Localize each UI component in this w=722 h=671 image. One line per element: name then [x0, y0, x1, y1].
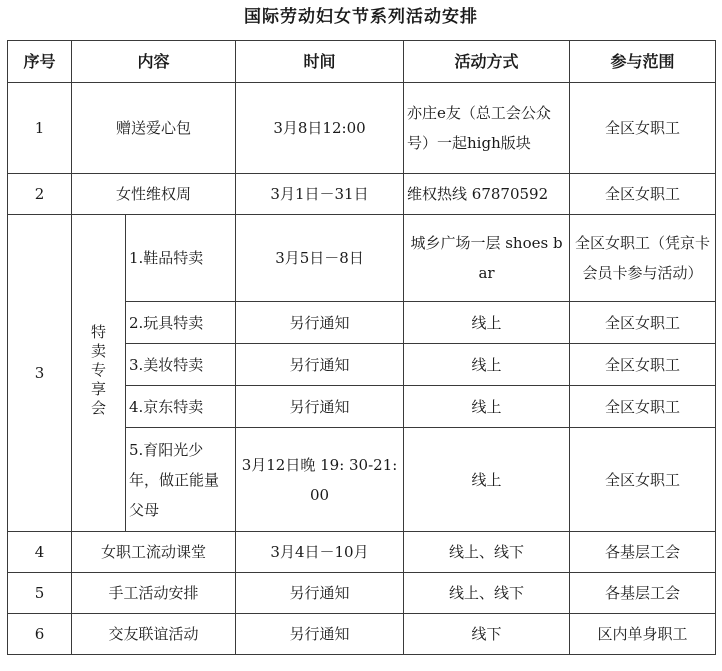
- sub-method: 线上: [404, 302, 570, 344]
- sub-time: 另行通知: [236, 302, 404, 344]
- row-time: 3月4日－10月: [236, 532, 404, 573]
- row-content: 手工活动安排: [72, 573, 236, 614]
- sub-time: 另行通知: [236, 386, 404, 428]
- row-content: 赠送爱心包: [72, 83, 236, 174]
- row-scope: 全区女职工: [570, 174, 716, 215]
- row-scope: 各基层工会: [570, 573, 716, 614]
- sub-time: 3月5日－8日: [236, 215, 404, 302]
- row-method: 线上、线下: [404, 532, 570, 573]
- row-no: 6: [8, 614, 72, 655]
- row-no: 5: [8, 573, 72, 614]
- row-content: 交友联谊活动: [72, 614, 236, 655]
- sub-scope: 全区女职工（凭京卡会员卡参与活动）: [570, 215, 716, 302]
- row-method: 线上、线下: [404, 573, 570, 614]
- activity-schedule-table: [7, 40, 716, 655]
- table-row: [8, 83, 716, 174]
- header-no: 序号: [8, 41, 72, 83]
- sub-content: 5.育阳光少年，做正能量父母: [126, 428, 236, 532]
- sub-scope: 全区女职工: [570, 428, 716, 532]
- row-method: 维权热线 67870592: [404, 174, 570, 215]
- sub-scope: 全区女职工: [570, 386, 716, 428]
- group-no: 3: [8, 215, 72, 532]
- row-scope: 区内单身职工: [570, 614, 716, 655]
- table-row: [8, 215, 716, 302]
- row-no: 1: [8, 83, 72, 174]
- sub-time: 3月12日晚 19: 30-21:00: [236, 428, 404, 532]
- sub-scope: 全区女职工: [570, 302, 716, 344]
- row-time: 3月1日－31日: [236, 174, 404, 215]
- group-label-cell: [72, 215, 126, 532]
- sub-content: 4.京东特卖: [126, 386, 236, 428]
- row-time: 3月8日12:00: [236, 83, 404, 174]
- table-row: [8, 573, 716, 614]
- row-time: 另行通知: [236, 573, 404, 614]
- sub-scope: 全区女职工: [570, 344, 716, 386]
- header-method: 活动方式: [404, 41, 570, 83]
- row-method: 线下: [404, 614, 570, 655]
- sub-content: 1.鞋品特卖: [126, 215, 236, 302]
- sub-content: 3.美妆特卖: [126, 344, 236, 386]
- row-content: 女性维权周: [72, 174, 236, 215]
- sub-method: 城乡广场一层 shoes bar: [404, 215, 570, 302]
- sub-content: 2.玩具特卖: [126, 302, 236, 344]
- header-scope: 参与范围: [570, 41, 716, 83]
- table-row: [8, 532, 716, 573]
- sub-method: 线上: [404, 386, 570, 428]
- row-scope: 各基层工会: [570, 532, 716, 573]
- sub-method: 线上: [404, 428, 570, 532]
- sub-time: 另行通知: [236, 344, 404, 386]
- row-content: 女职工流动课堂: [72, 532, 236, 573]
- row-time: 另行通知: [236, 614, 404, 655]
- header-content: 内容: [72, 41, 236, 83]
- table-header-row: [8, 41, 716, 83]
- row-method: 亦庄e友（总工会公众号）一起high版块: [404, 83, 570, 174]
- row-scope: 全区女职工: [570, 83, 716, 174]
- row-no: 4: [8, 532, 72, 573]
- document-title: 国际劳动妇女节系列活动安排: [244, 7, 478, 27]
- sub-method: 线上: [404, 344, 570, 386]
- table-row: [8, 174, 716, 215]
- group-label: 特卖专享会: [90, 323, 106, 417]
- header-time: 时间: [236, 41, 404, 83]
- row-no: 2: [8, 174, 72, 215]
- table-row: [8, 614, 716, 655]
